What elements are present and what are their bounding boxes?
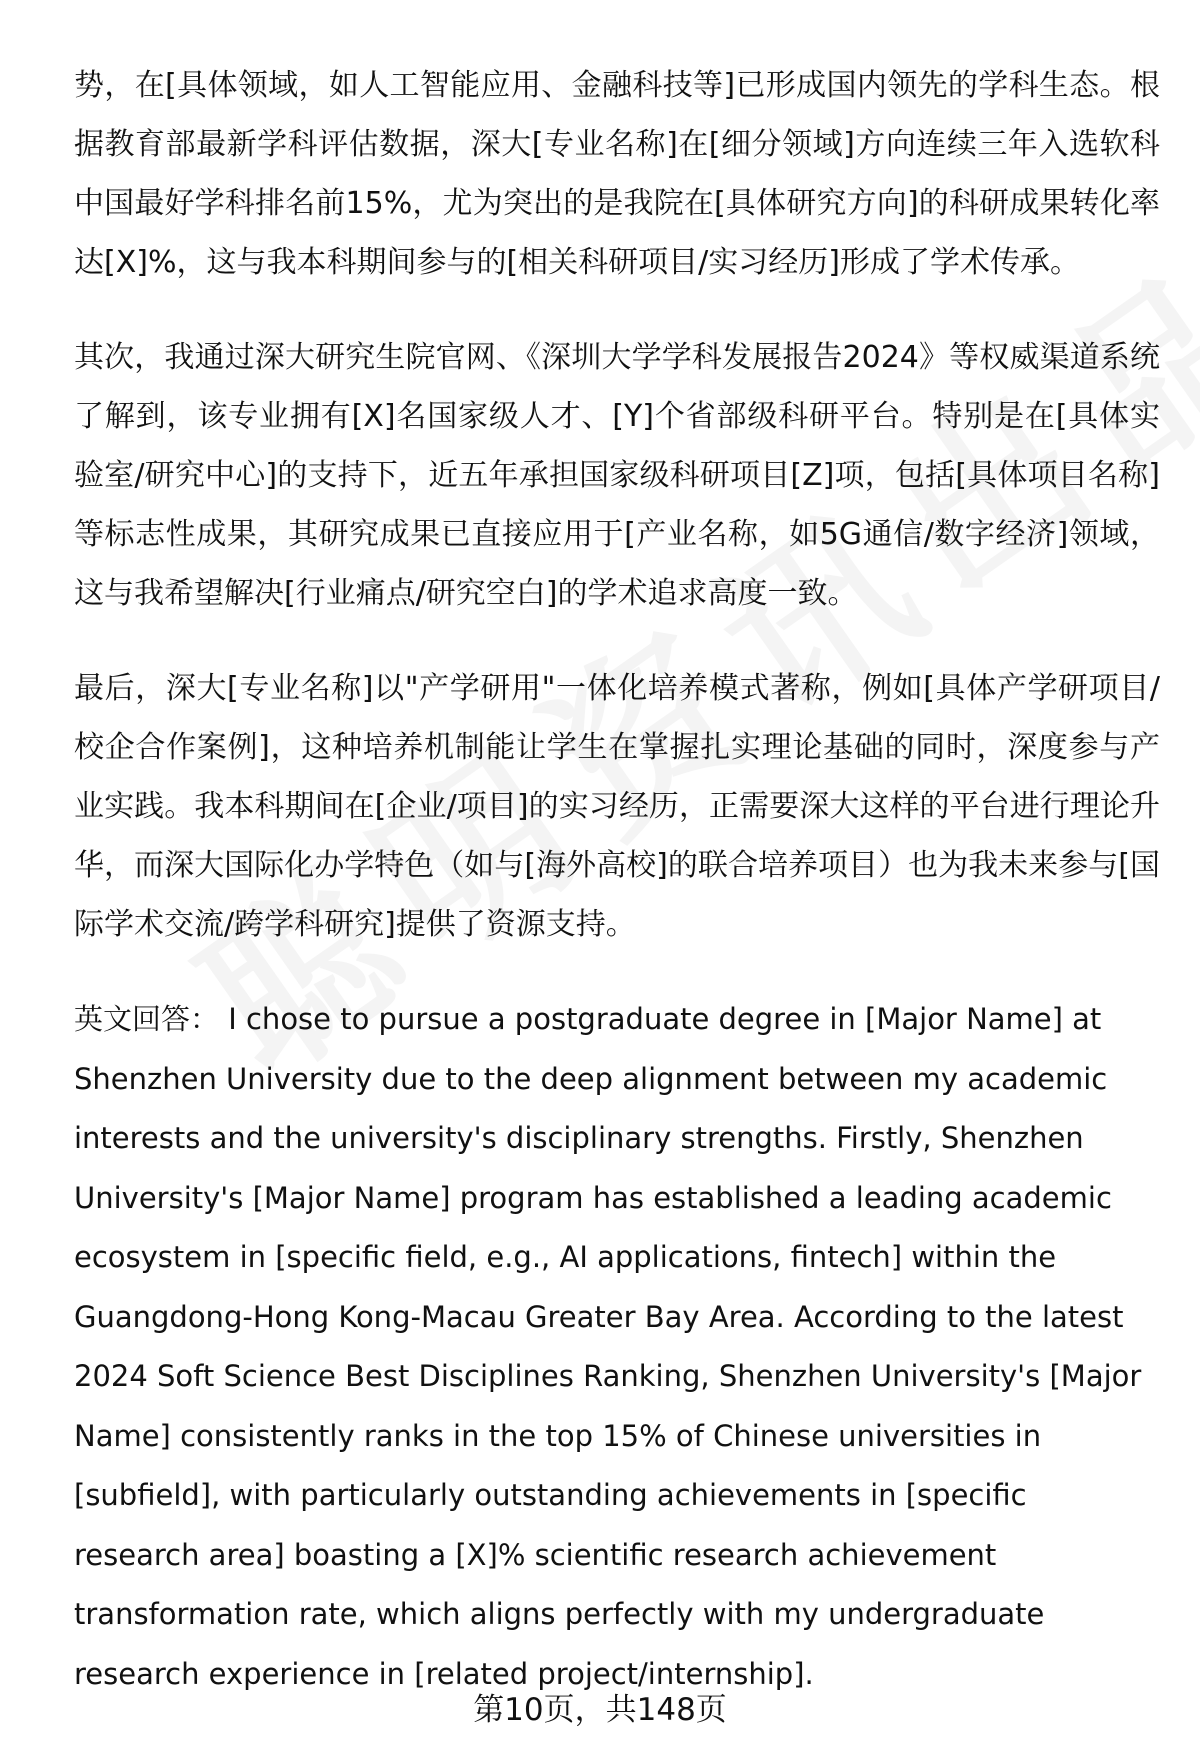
paragraph-zh-2: 其次，我通过深大研究生院官网、《深圳大学学科发展报告2024》等权威渠道系统了解到，该专业拥有[X]名国家级人才、[Y]个省部级科研平台。特别是在[具体实验室/研究中心]的支持下，近五年承担国家级科研项目[Z]项，包括[具体项目名称]等标志性成果，其研究成果已直接应用于[产业名称，如5G通信/数字经济]领域，这与我希望解决[行业痛点/研究空白]的学术追求高度一致。: [74, 340, 1160, 611]
paragraph-zh-3: 最后，深大[专业名称]以"产学研用"一体化培养模式著称，例如[具体产学研项目/校企合作案例]，这种培养机制能让学生在掌握扎实理论基础的同时，深度参与产业实践。我本科期间在[企业/项目]的实习经历，正需要深大这样的平台进行理论升华，而深大国际化办学特色（如与[海外高校]的联合培养项目）也为我未来参与[国际学术交流/跨学科研究]提供了资源支持。: [74, 671, 1160, 942]
paragraph-en-answer: 英文回答： I chose to pursue a postgraduate degree in [Major Name] at Shenzhen University due to the deep alignment between my academic interests and the university's disciplinary strengths. Firstly, Shenzhen University's [Major Name] program has established a leading academic ecosystem in [specific field, e.g., AI applications, fintech] within the Guangdong-Hong Kong-Macau Greater Bay Area. According to the latest 2024 Soft Science Best Disciplines Ranking, Shenzhen University's [Major Name] consistently ranks in the top 15% of Chinese universities in [subfield], with particularly outstanding achievements in [specific research area] boasting a [X]% scientific research achievement transformation rate, which aligns perfectly with my undergraduate research experience in [related project/internship].: [74, 1002, 1142, 1691]
page-number-footer: 第10页，共148页: [473, 1692, 727, 1728]
document-body: [74, 56, 1160, 1704]
paragraph-zh-1: 势，在[具体领域，如人工智能应用、金融科技等]已形成国内领先的学科生态。根据教育部最新学科评估数据，深大[专业名称]在[细分领域]方向连续三年入选软科中国最好学科排名前15%，尤为突出的是我院在[具体研究方向]的科研成果转化率达[X]%，这与我本科期间参与的[相关科研项目/实习经历]形成了学术传承。: [74, 68, 1160, 280]
